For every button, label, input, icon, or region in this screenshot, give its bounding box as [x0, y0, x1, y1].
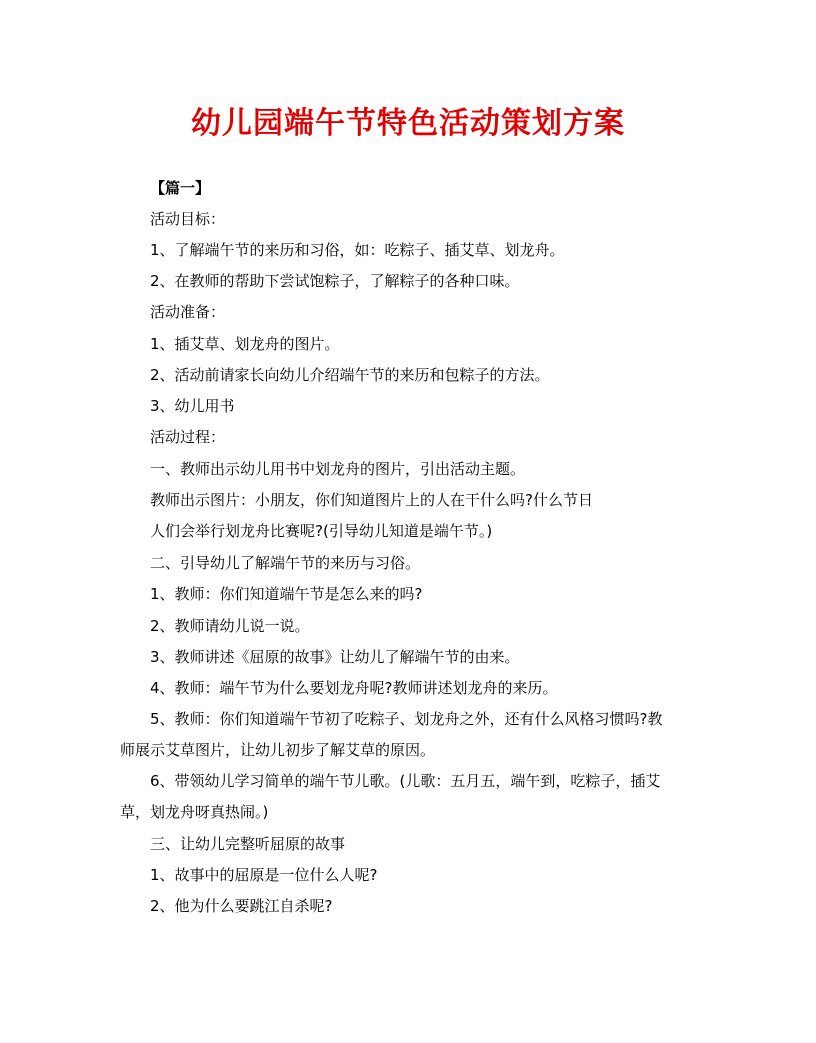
- paragraph-line: 教师出示图片：小朋友，你们知道图片上的人在干什么吗?什么节日: [150, 491, 593, 509]
- section-tag: 【篇一】: [150, 179, 211, 197]
- paragraph-line: 2、他为什么要跳江自杀呢?: [150, 897, 333, 915]
- paragraph-line: 2、教师请幼儿说一说。: [150, 617, 310, 635]
- paragraph-line: 草，划龙舟呀真热闹。): [120, 803, 269, 821]
- paragraph-line: 1、了解端午节的来历和习俗，如：吃粽子、插艾草、划龙舟。: [150, 241, 565, 259]
- paragraph-line: 1、教师：你们知道端午节是怎么来的吗?: [150, 585, 423, 603]
- paragraph-line: 4、教师：端午节为什么要划龙舟呢?教师讲述划龙舟的来历。: [150, 679, 558, 697]
- paragraph-line: 3、教师讲述《屈原的故事》让幼儿了解端午节的由来。: [150, 648, 520, 666]
- paragraph-line: 活动准备：: [150, 303, 226, 321]
- paragraph-line: 3、幼儿用书: [150, 397, 235, 415]
- paragraph-line: 活动目标：: [150, 210, 226, 228]
- paragraph-line: 2、活动前请家长向幼儿介绍端午节的来历和包粽子的方法。: [150, 366, 550, 384]
- document-title: 幼儿园端午节特色活动策划方案: [191, 106, 625, 141]
- paragraph-line: 6、带领幼儿学习简单的端午节儿歌。(儿歌：五月五，端午到，吃粽子，插艾: [150, 772, 661, 790]
- paragraph-line: 三、让幼儿完整听屈原的故事: [150, 835, 346, 853]
- paragraph-line: 1、插艾草、划龙舟的图片。: [150, 335, 340, 353]
- paragraph-line: 5、教师：你们知道端午节初了吃粽子、划龙舟之外，还有什么风格习惯吗?教: [150, 710, 663, 728]
- paragraph-line: 2、在教师的帮助下尝试饱粽子，了解粽子的各种口味。: [150, 272, 520, 290]
- paragraph-line: 师展示艾草图片，让幼儿初步了解艾草的原因。: [120, 741, 436, 759]
- paragraph-line: 一、教师出示幼儿用书中划龙舟的图片，引出活动主题。: [150, 460, 526, 478]
- paragraph-line: 二、引导幼儿了解端午节的来历与习俗。: [150, 554, 421, 572]
- paragraph-line: 活动过程：: [150, 428, 226, 446]
- paragraph-line: 1、故事中的屈原是一位什么人呢?: [150, 866, 378, 884]
- paragraph-line: 人们会举行划龙舟比赛呢?(引导幼儿知道是端午节。): [150, 522, 493, 540]
